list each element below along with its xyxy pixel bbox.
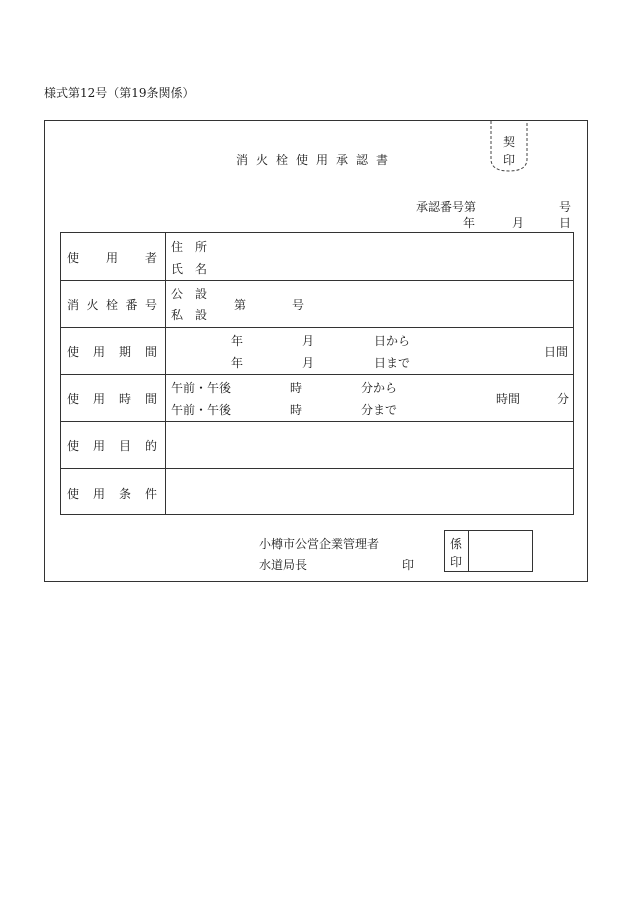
time-minutes: 分 (557, 392, 570, 406)
hydrant-go: 号 (292, 298, 305, 312)
form-table (60, 232, 574, 515)
row-divider (61, 327, 573, 328)
clerk-seal-box (444, 530, 533, 572)
address-label: 住 所 (171, 240, 208, 254)
time-start-minute: 分から (361, 381, 398, 395)
time-start-ampm: 午前・午後 (171, 381, 232, 395)
date-year: 年 (463, 216, 476, 230)
label-hydrant-number: 消 火 栓 番 号 (67, 298, 157, 312)
row-divider (61, 468, 573, 469)
label-usage-purpose: 使 用 目 的 (67, 439, 157, 453)
time-end-ampm: 午前・午後 (171, 403, 232, 417)
issuer-manager: 小樽市公営企業管理者 (259, 537, 380, 551)
time-end-hour: 時 (290, 403, 303, 417)
clerk-seal-label: 印 (450, 555, 463, 569)
hydrant-dai: 第 (234, 298, 247, 312)
seal-char-2: 印 (503, 153, 516, 167)
period-start-year: 年 (231, 334, 244, 348)
period-start-day: 日から (374, 334, 411, 348)
row-divider (61, 421, 573, 422)
label-usage-conditions: 使 用 条 件 (67, 487, 157, 501)
period-end-year: 年 (231, 356, 244, 370)
issuer-director: 水道局長 (259, 558, 308, 572)
clerk-label: 係 (450, 537, 463, 551)
period-start-month: 月 (302, 334, 315, 348)
period-end-day: 日まで (374, 356, 411, 370)
form-reference: 様式第12号（第19条関係） (44, 86, 195, 100)
label-usage-time: 使 用 時 間 (67, 392, 157, 406)
approval-number-suffix: 号 (559, 200, 572, 214)
period-end-month: 月 (302, 356, 315, 370)
time-end-minute: 分まで (361, 403, 398, 417)
public-hydrant-label: 公 設 (171, 287, 208, 301)
date-day: 日 (559, 216, 572, 230)
time-hours: 時間 (496, 392, 521, 406)
row-divider (61, 280, 573, 281)
approval-number-label: 承認番号第 (416, 200, 477, 214)
time-start-hour: 時 (290, 381, 303, 395)
label-user: 使 用 者 (67, 251, 157, 265)
date-month: 月 (512, 216, 525, 230)
issuer-seal-mark: 印 (402, 558, 415, 572)
period-days: 日間 (544, 345, 569, 359)
clerk-box-divider (468, 531, 469, 571)
seal-char-1: 契 (503, 135, 516, 149)
row-divider (61, 374, 573, 375)
document-title: 消火栓使用承認書 (236, 153, 397, 167)
private-hydrant-label: 私 設 (171, 308, 208, 322)
label-usage-period: 使 用 期 間 (67, 345, 157, 359)
contract-seal-box (489, 121, 529, 173)
name-label: 氏 名 (171, 262, 208, 276)
